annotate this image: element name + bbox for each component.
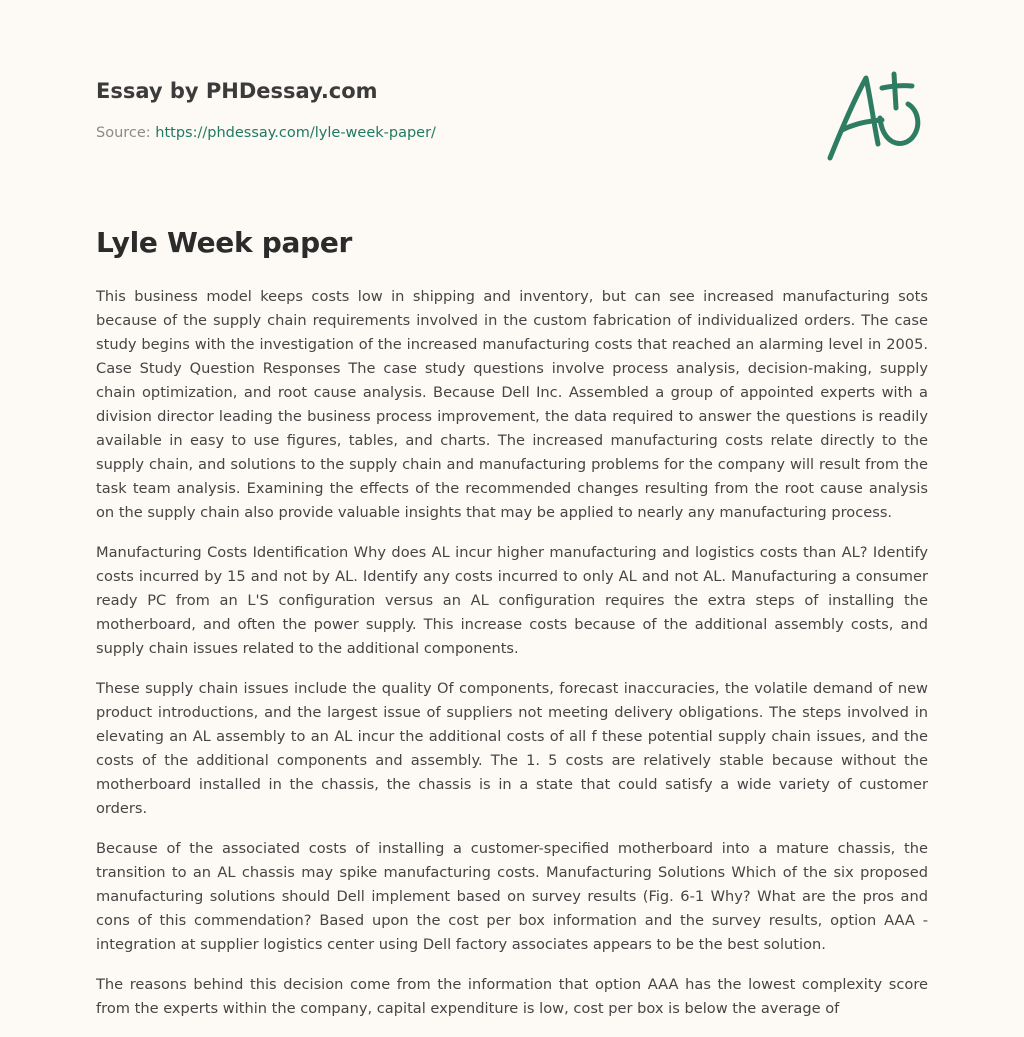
source-line — [96, 123, 736, 143]
article-body — [96, 285, 928, 1037]
essay-header — [96, 78, 736, 143]
paragraph: Because of the associated costs of installing a customer-specified motherboard into a mature chassis, the transition to an AL chassis may spike manufacturing costs. Manufacturing Solutions Which of the six proposed manufacturing solutions should Dell implement based on survey results (Fig. 6-1 Why? What are the pros and cons of this commendation? Based upon the cost per box information and the survey results, option AAA - integration at supplier logistics center using Dell factory associates appears to be the best solution. — [96, 840, 928, 953]
site-title: Essay by PHDessay.com — [96, 79, 378, 103]
source-link[interactable]: https://phdessay.com/lyle-week-paper/ — [155, 125, 436, 141]
paragraph: The reasons behind this decision come from the information that option AAA has the lowest complexity score from the experts within the company, capital expenditure is low, cost per box is below the average of — [96, 976, 928, 1017]
paragraph: These supply chain issues include the quality Of components, forecast inaccuracies, the volatile demand of new product introductions, and the largest issue of suppliers not meeting delivery obligations. The steps involved in elevating an AL assembly to an AL incur the additional costs of all f these potential supply chain issues, and the costs of the additional components and assembly. The 1. 5 costs are relatively stable because without the motherboard installed in the chassis, the chassis is in a state that could satisfy a wide variety of customer orders. — [96, 680, 928, 817]
paragraph: Manufacturing Costs Identification Why does AL incur higher manufacturing and logistics costs than AL? Identify costs incurred by 15 and not by AL. Identify any costs incurred to only AL and not AL. Manufacturing a consumer ready PC from an L'S configuration versus an AL configuration requires the extra steps of installing the motherboard, and often the power supply. This increase costs because of the additional assembly costs, and supply chain issues related to the additional components. — [96, 544, 928, 657]
source-label: Source: — [96, 125, 156, 141]
page-title: Lyle Week paper — [96, 226, 353, 259]
paragraph: This business model keeps costs low in shipping and inventory, but can see increased manufacturing sots because of the supply chain requirements involved in the custom fabrication of individualized orders. The case study begins with the investigation of the increased manufacturing costs that reached an alarming level in 2005. Case Study Question Responses The case study questions involve process analysis, decision-making, supply chain optimization, and root cause analysis. Because Dell Inc. Assembled a group of appointed experts with a division director leading the business process improvement, the data required to answer the questions is readily available in easy to use figures, tables, and charts. The increased manufacturing costs relate directly to the supply chain, and solutions to the supply chain and manufacturing problems for the company will result from the task team analysis. Examining the effects of the recommended changes resulting from the root cause analysis on the supply chain also provide valuable insights that may be applied to nearly any manufacturing process. — [96, 288, 928, 521]
a-plus-grade-logo-icon — [820, 66, 932, 166]
